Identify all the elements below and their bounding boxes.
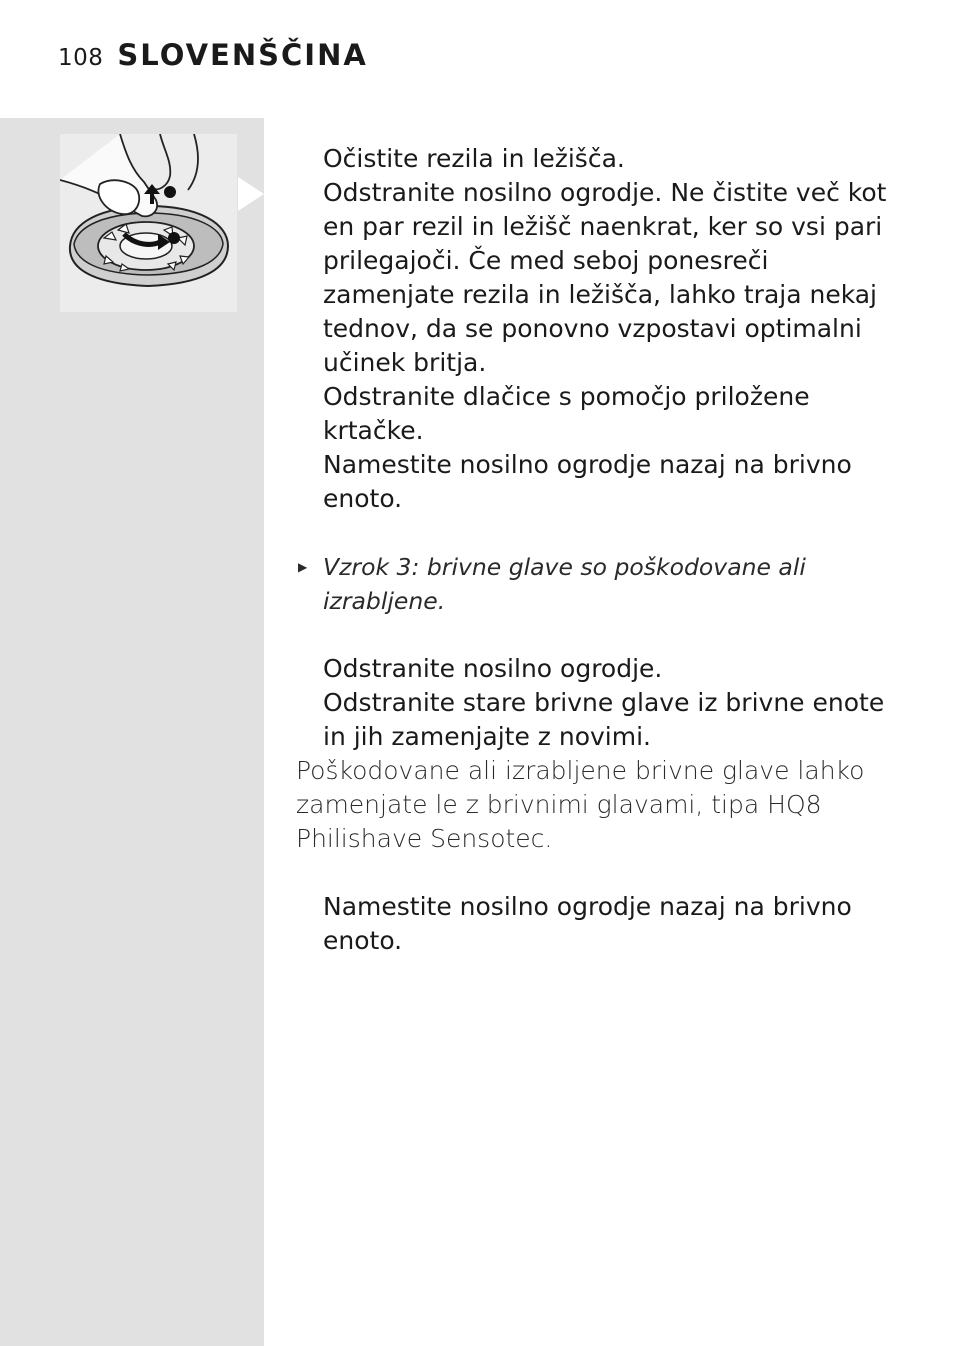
step-refit-frame: Namestite nosilno ogrodje nazaj na brivno enoto.: [323, 450, 852, 513]
step-refit-frame-final: Namestite nosilno ogrodje nazaj na brivno enoto.: [323, 892, 852, 955]
section-title: SLOVENŠČINA: [117, 38, 368, 72]
main-content: [296, 142, 906, 958]
page-header: [58, 38, 368, 72]
step-remove-hairs: Odstranite dlačice s pomočjo priložene krtačke.: [323, 382, 810, 445]
replacement-note: Poškodovane ali izrabljene brivne glave lahko zamenjate le z brivnimi glavami, tipa HQ8 Philishave Sensotec.: [296, 756, 865, 853]
page-number: 108: [58, 45, 104, 71]
bullet-icon: ▶: [298, 560, 308, 574]
step-replace-heads: Odstranite stare brivne glave iz brivne enote in jih zamenjajte z novimi.: [323, 688, 885, 751]
step-remove-frame-warning: Odstranite nosilno ogrodje. Ne čistite več kot en par rezil in ležišč naenkrat, ker so vsi pari prilegajoči. Če med seboj ponesreči zamenjate rezila in ležišča, lahko traja nekaj tednov, da se ponovno vzpostavi optimalni učinek britja.: [323, 178, 887, 377]
spacer: [296, 856, 906, 890]
spacer: [296, 516, 906, 550]
spacer: [296, 618, 906, 652]
shaver-head-cleaning-illustration: [60, 134, 237, 312]
sidebar-notch: [238, 177, 264, 211]
cause-3: [296, 550, 906, 618]
step-clean-blades: Očistite rezila in ležišča.: [323, 144, 625, 173]
cause-3-text: Vzrok 3: brivne glave so poškodovane ali izrabljene.: [323, 553, 806, 615]
step-remove-frame: Odstranite nosilno ogrodje.: [323, 654, 663, 683]
